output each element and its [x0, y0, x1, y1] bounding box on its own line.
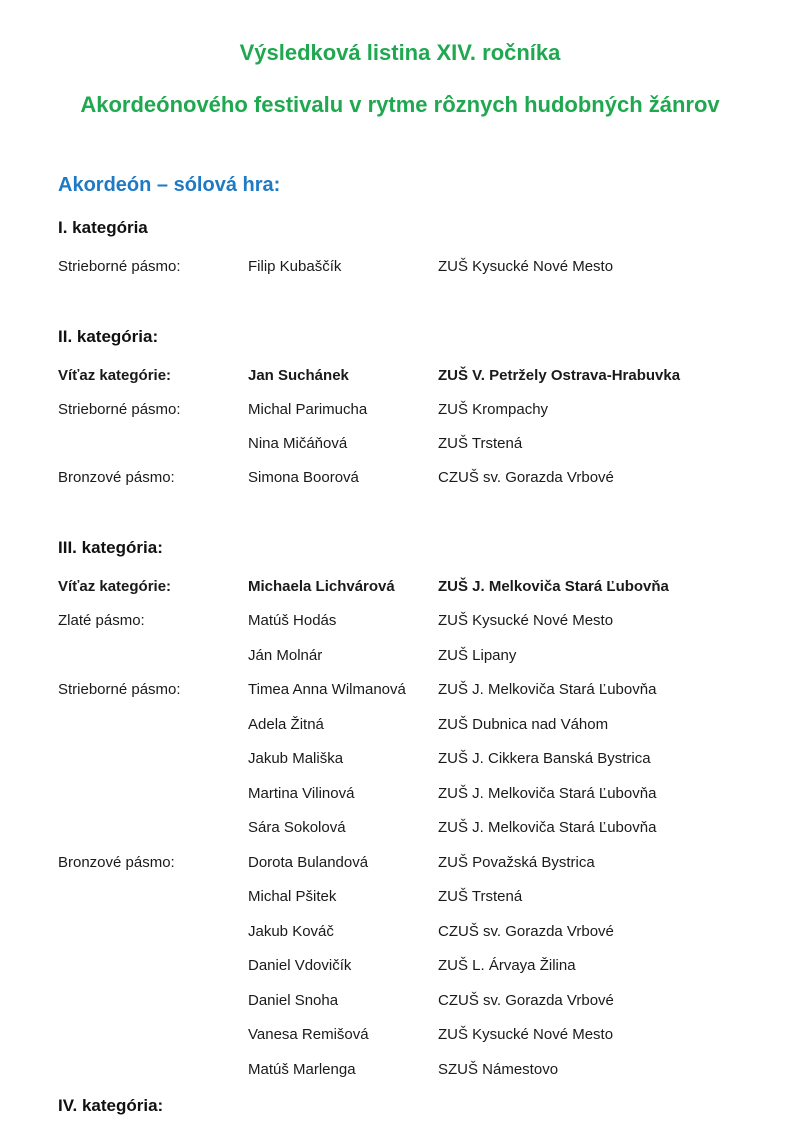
name-cell: Adela Žitná	[248, 716, 324, 733]
name-cell: Simona Boorová	[248, 469, 359, 486]
award-cell: Strieborné pásmo:	[58, 401, 181, 418]
award-cell: Bronzové pásmo:	[58, 469, 175, 486]
result-row	[58, 678, 778, 702]
school-cell: CZUŠ sv. Gorazda Vrbové	[438, 923, 614, 940]
name-cell: Daniel Snoha	[248, 992, 339, 1009]
result-row	[58, 398, 778, 422]
result-row	[58, 713, 778, 737]
result-row	[58, 255, 778, 279]
school-cell: SZUŠ Námestovo	[438, 1061, 559, 1078]
document-title: Výsledková listina XIV. ročníka	[239, 40, 561, 65]
name-cell: Filip Kubaščík	[248, 258, 342, 275]
result-row	[58, 816, 778, 840]
award-cell: Víťaz kategórie:	[58, 578, 172, 595]
name-cell: Timea Anna Wilmanová	[248, 681, 406, 698]
result-row	[58, 851, 778, 875]
name-cell: Matúš Marlenga	[248, 1061, 356, 1078]
school-cell: ZUŠ J. Melkoviča Stará Ľubovňa	[438, 578, 669, 595]
award-cell: Strieborné pásmo:	[58, 681, 181, 698]
name-cell: Michal Pšitek	[248, 888, 337, 905]
award-cell: Strieborné pásmo:	[58, 258, 181, 275]
school-cell: ZUŠ Kysucké Nové Mesto	[438, 258, 614, 275]
school-cell: ZUŠ Trstená	[438, 435, 523, 452]
name-cell: Jakub Mališka	[248, 750, 344, 767]
school-cell: ZUŠ Kysucké Nové Mesto	[438, 612, 614, 629]
award-cell: Bronzové pásmo:	[58, 854, 175, 871]
result-row	[58, 747, 778, 771]
result-row	[58, 885, 778, 909]
school-cell: ZUŠ Kysucké Nové Mesto	[438, 1026, 614, 1043]
category-heading-2: II. kategória:	[58, 327, 159, 346]
winner-row	[58, 575, 778, 599]
award-cell: Zlaté pásmo:	[58, 612, 145, 629]
section-heading: Akordeón – sólová hra:	[58, 174, 281, 196]
school-cell: ZUŠ J. Melkoviča Stará Ľubovňa	[438, 681, 657, 698]
school-cell: ZUŠ L. Árvaya Žilina	[438, 957, 576, 974]
result-row	[58, 644, 778, 668]
result-row	[58, 782, 778, 806]
name-cell: Vanesa Remišová	[248, 1026, 369, 1043]
school-cell: ZUŠ J. Melkoviča Stará Ľubovňa	[438, 819, 657, 836]
result-row	[58, 920, 778, 944]
name-cell: Sára Sokolová	[248, 819, 346, 836]
school-cell: CZUŠ sv. Gorazda Vrbové	[438, 992, 614, 1009]
school-cell: ZUŠ Krompachy	[438, 401, 549, 418]
school-cell: ZUŠ Lipany	[438, 647, 517, 664]
category-heading-3: III. kategória:	[58, 538, 163, 557]
name-cell: Martina Vilinová	[248, 785, 355, 802]
result-row	[58, 432, 778, 456]
name-cell: Matúš Hodás	[248, 612, 337, 629]
name-cell: Jakub Kováč	[248, 923, 334, 940]
name-cell: Michaela Lichvárová	[248, 578, 395, 595]
name-cell: Daniel Vdovičík	[248, 957, 352, 974]
school-cell: ZUŠ J. Cikkera Banská Bystrica	[438, 750, 651, 767]
category-heading-1: I. kategória	[58, 218, 148, 237]
award-cell: Víťaz kategórie:	[58, 367, 172, 384]
result-row	[58, 989, 778, 1013]
winner-row	[58, 364, 778, 388]
name-cell: Dorota Bulandová	[248, 854, 369, 871]
school-cell: ZUŠ Považská Bystrica	[438, 854, 595, 871]
document-subtitle: Akordeónového festivalu v rytme rôznych hudobných žánrov	[80, 92, 720, 117]
result-row	[58, 954, 778, 978]
school-cell: ZUŠ V. Petržely Ostrava-Hrabuvka	[438, 367, 681, 384]
name-cell: Ján Molnár	[248, 647, 323, 664]
school-cell: ZUŠ Dubnica nad Váhom	[438, 716, 609, 733]
name-cell: Jan Suchánek	[248, 367, 349, 384]
category-heading-4: IV. kategória:	[58, 1096, 164, 1115]
name-cell: Michal Parimucha	[248, 401, 368, 418]
result-row	[58, 1023, 778, 1047]
result-row	[58, 609, 778, 633]
result-row	[58, 466, 778, 490]
school-cell: ZUŠ J. Melkoviča Stará Ľubovňa	[438, 785, 657, 802]
name-cell: Nina Mičáňová	[248, 435, 348, 452]
result-row	[58, 1058, 778, 1082]
school-cell: CZUŠ sv. Gorazda Vrbové	[438, 469, 614, 486]
school-cell: ZUŠ Trstená	[438, 888, 523, 905]
